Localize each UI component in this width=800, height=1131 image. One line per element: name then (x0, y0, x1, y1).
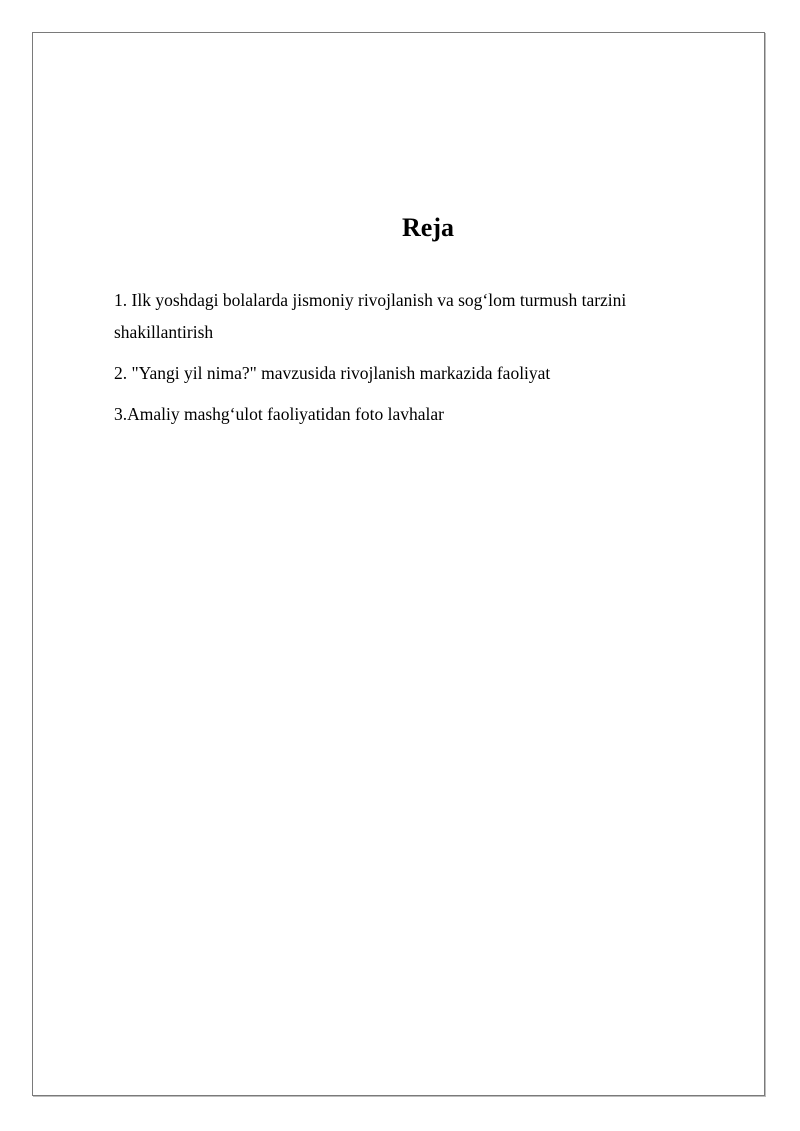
page-border (32, 32, 765, 1096)
plan-item-3: 3.Amaliy mashg‘ulot faoliyatidan foto lavhalar (114, 404, 444, 424)
plan-list (114, 284, 694, 439)
plan-item-1: 1. Ilk yoshdagi bolalarda jismoniy rivojlanish va sog‘lom turmush tarzini shakillantirish (114, 290, 627, 342)
page-title: Reja (402, 213, 454, 242)
plan-item-2: 2. "Yangi yil nima?" mavzusida rivojlanish markazida faoliyat (114, 363, 551, 383)
